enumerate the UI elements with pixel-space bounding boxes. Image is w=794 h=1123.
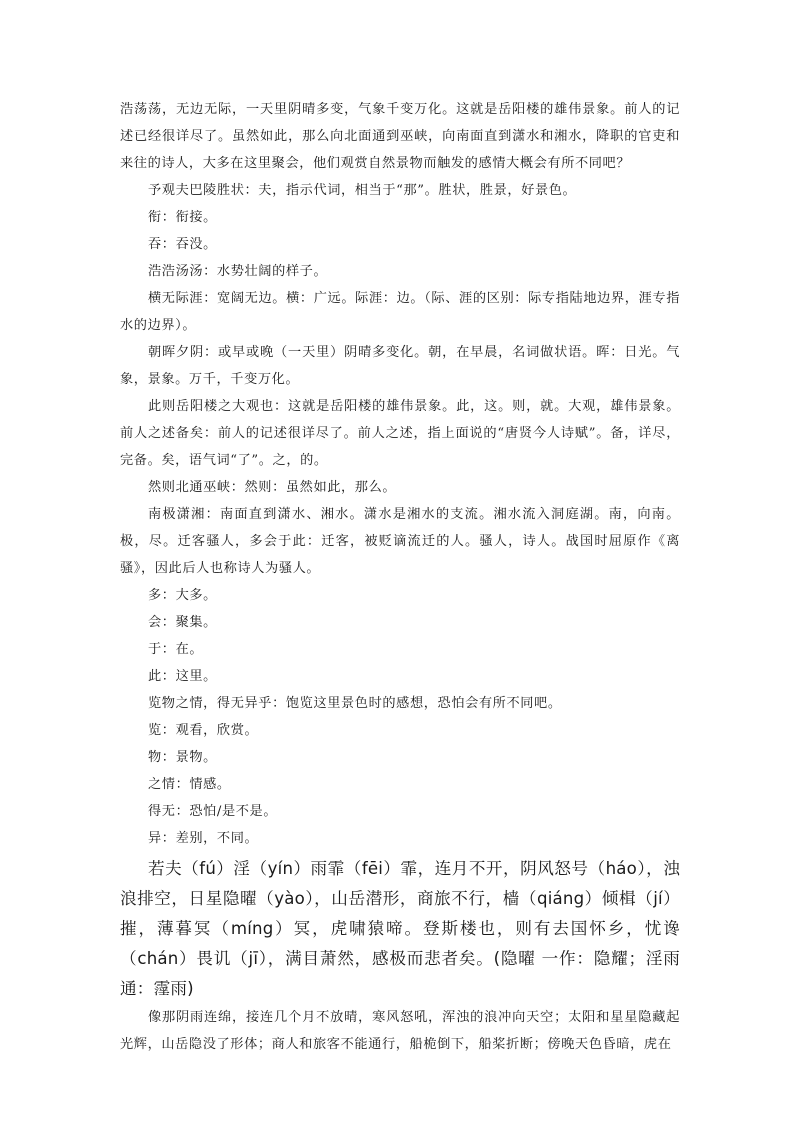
annotation-ran-ze: 然则北通巫峡：然则：虽然如此，那么。 bbox=[148, 480, 397, 495]
paragraph-translation: 像那阴雨连绵，接连几个月不放晴，寒风怒吼，浑浊的浪冲向天空；太阳和星星隐藏起光辉，山岳隐没了形体；商人和旅客不能通行，船桅倒下，船桨折断；傍晚天色昏暗，虎在 bbox=[120, 1010, 680, 1052]
annotation-heng-wu-ji-ya: 横无际涯：宽阔无边。横：广远。际涯：边。（际、涯的区别：际专指陆地边界，涯专指水的边界）。 bbox=[120, 291, 680, 333]
annotation-tun: 吞：吞没。 bbox=[148, 237, 217, 252]
annotation-duo: 多：大多。 bbox=[148, 588, 217, 603]
annotation-yu-guan-fu: 予观夫巴陵胜状：夫，指示代词，相当于“那”。胜状，胜景，好景色。 bbox=[148, 183, 577, 198]
annotation-xian: 衔：衔接。 bbox=[148, 210, 217, 225]
annotation-de-wu: 得无：恐怕/是不是。 bbox=[148, 804, 278, 819]
annotation-hui: 会：聚集。 bbox=[148, 615, 217, 630]
annotation-hao-hao-shang-shang: 浩浩汤汤：水势壮阔的样子。 bbox=[148, 264, 328, 279]
annotation-wu: 物：景物。 bbox=[148, 750, 217, 765]
annotation-lan: 览：观看，欣赏。 bbox=[148, 723, 259, 738]
paragraph-translation-continued: 浩荡荡，无边无际，一天里阴晴多变，气象千变万化。这就是岳阳楼的雄伟景象。前人的记述已经很详尽了。虽然如此，那么向北面通到巫峡，向南面直到潇水和湘水，降职的官吏和来往的诗人，大多在这里聚会，他们观赏自然景物而触发的感情大概会有所不同吧？ bbox=[120, 102, 680, 171]
original-text-paragraph: 若夫（fú）淫（yín）雨霏（fēi）霏，连月不开，阴风怒号（háo），浊浪排空，日星隐曜（yào），山岳潜形，商旅不行，樯（qiáng）倾楫（jí）摧，薄暮冥（míng）冥，虎啸猿啼。登斯楼也，则有去国怀乡，忧谗（chán）畏讥（jī），满目萧然，感极而悲者矣。(隐曜 一作：隐耀；淫雨 通：霪雨) bbox=[120, 859, 680, 998]
annotation-lan-wu-zhi-qing: 览物之情，得无异乎：饱览这里景色时的感想，恐怕会有所不同吧。 bbox=[148, 696, 562, 711]
annotation-nan-ji-xiao-xiang: 南极潇湘：南面直到潇水、湘水。潇水是湘水的支流。湘水流入洞庭湖。南，向南。极，尽。迁客骚人，多会于此：迁客，被贬谪流迁的人。骚人，诗人。战国时屈原作《离骚》，因此后人也称诗人为骚人。 bbox=[120, 507, 680, 576]
document-body bbox=[120, 96, 680, 1058]
annotation-ci-ze: 此则岳阳楼之大观也：这就是岳阳楼的雄伟景象。此，这。则，就。大观，雄伟景象。前人之述备矣：前人的记述很详尽了。前人之述，指上面说的“唐贤今人诗赋”。备，详尽，完备。矣，语气词“了”。之，的。 bbox=[120, 399, 680, 468]
annotation-yi: 异：差别，不同。 bbox=[148, 831, 259, 846]
annotation-zhao-hui-xi-yin: 朝晖夕阴：或早或晚（一天里）阴晴多变化。朝，在早晨，名词做状语。晖：日光。气象，景象。万千，千变万化。 bbox=[120, 345, 680, 387]
annotation-zhi-qing: 之情：情感。 bbox=[148, 777, 231, 792]
annotation-ci: 此：这里。 bbox=[148, 669, 217, 684]
annotation-yu: 于：在。 bbox=[148, 642, 204, 657]
